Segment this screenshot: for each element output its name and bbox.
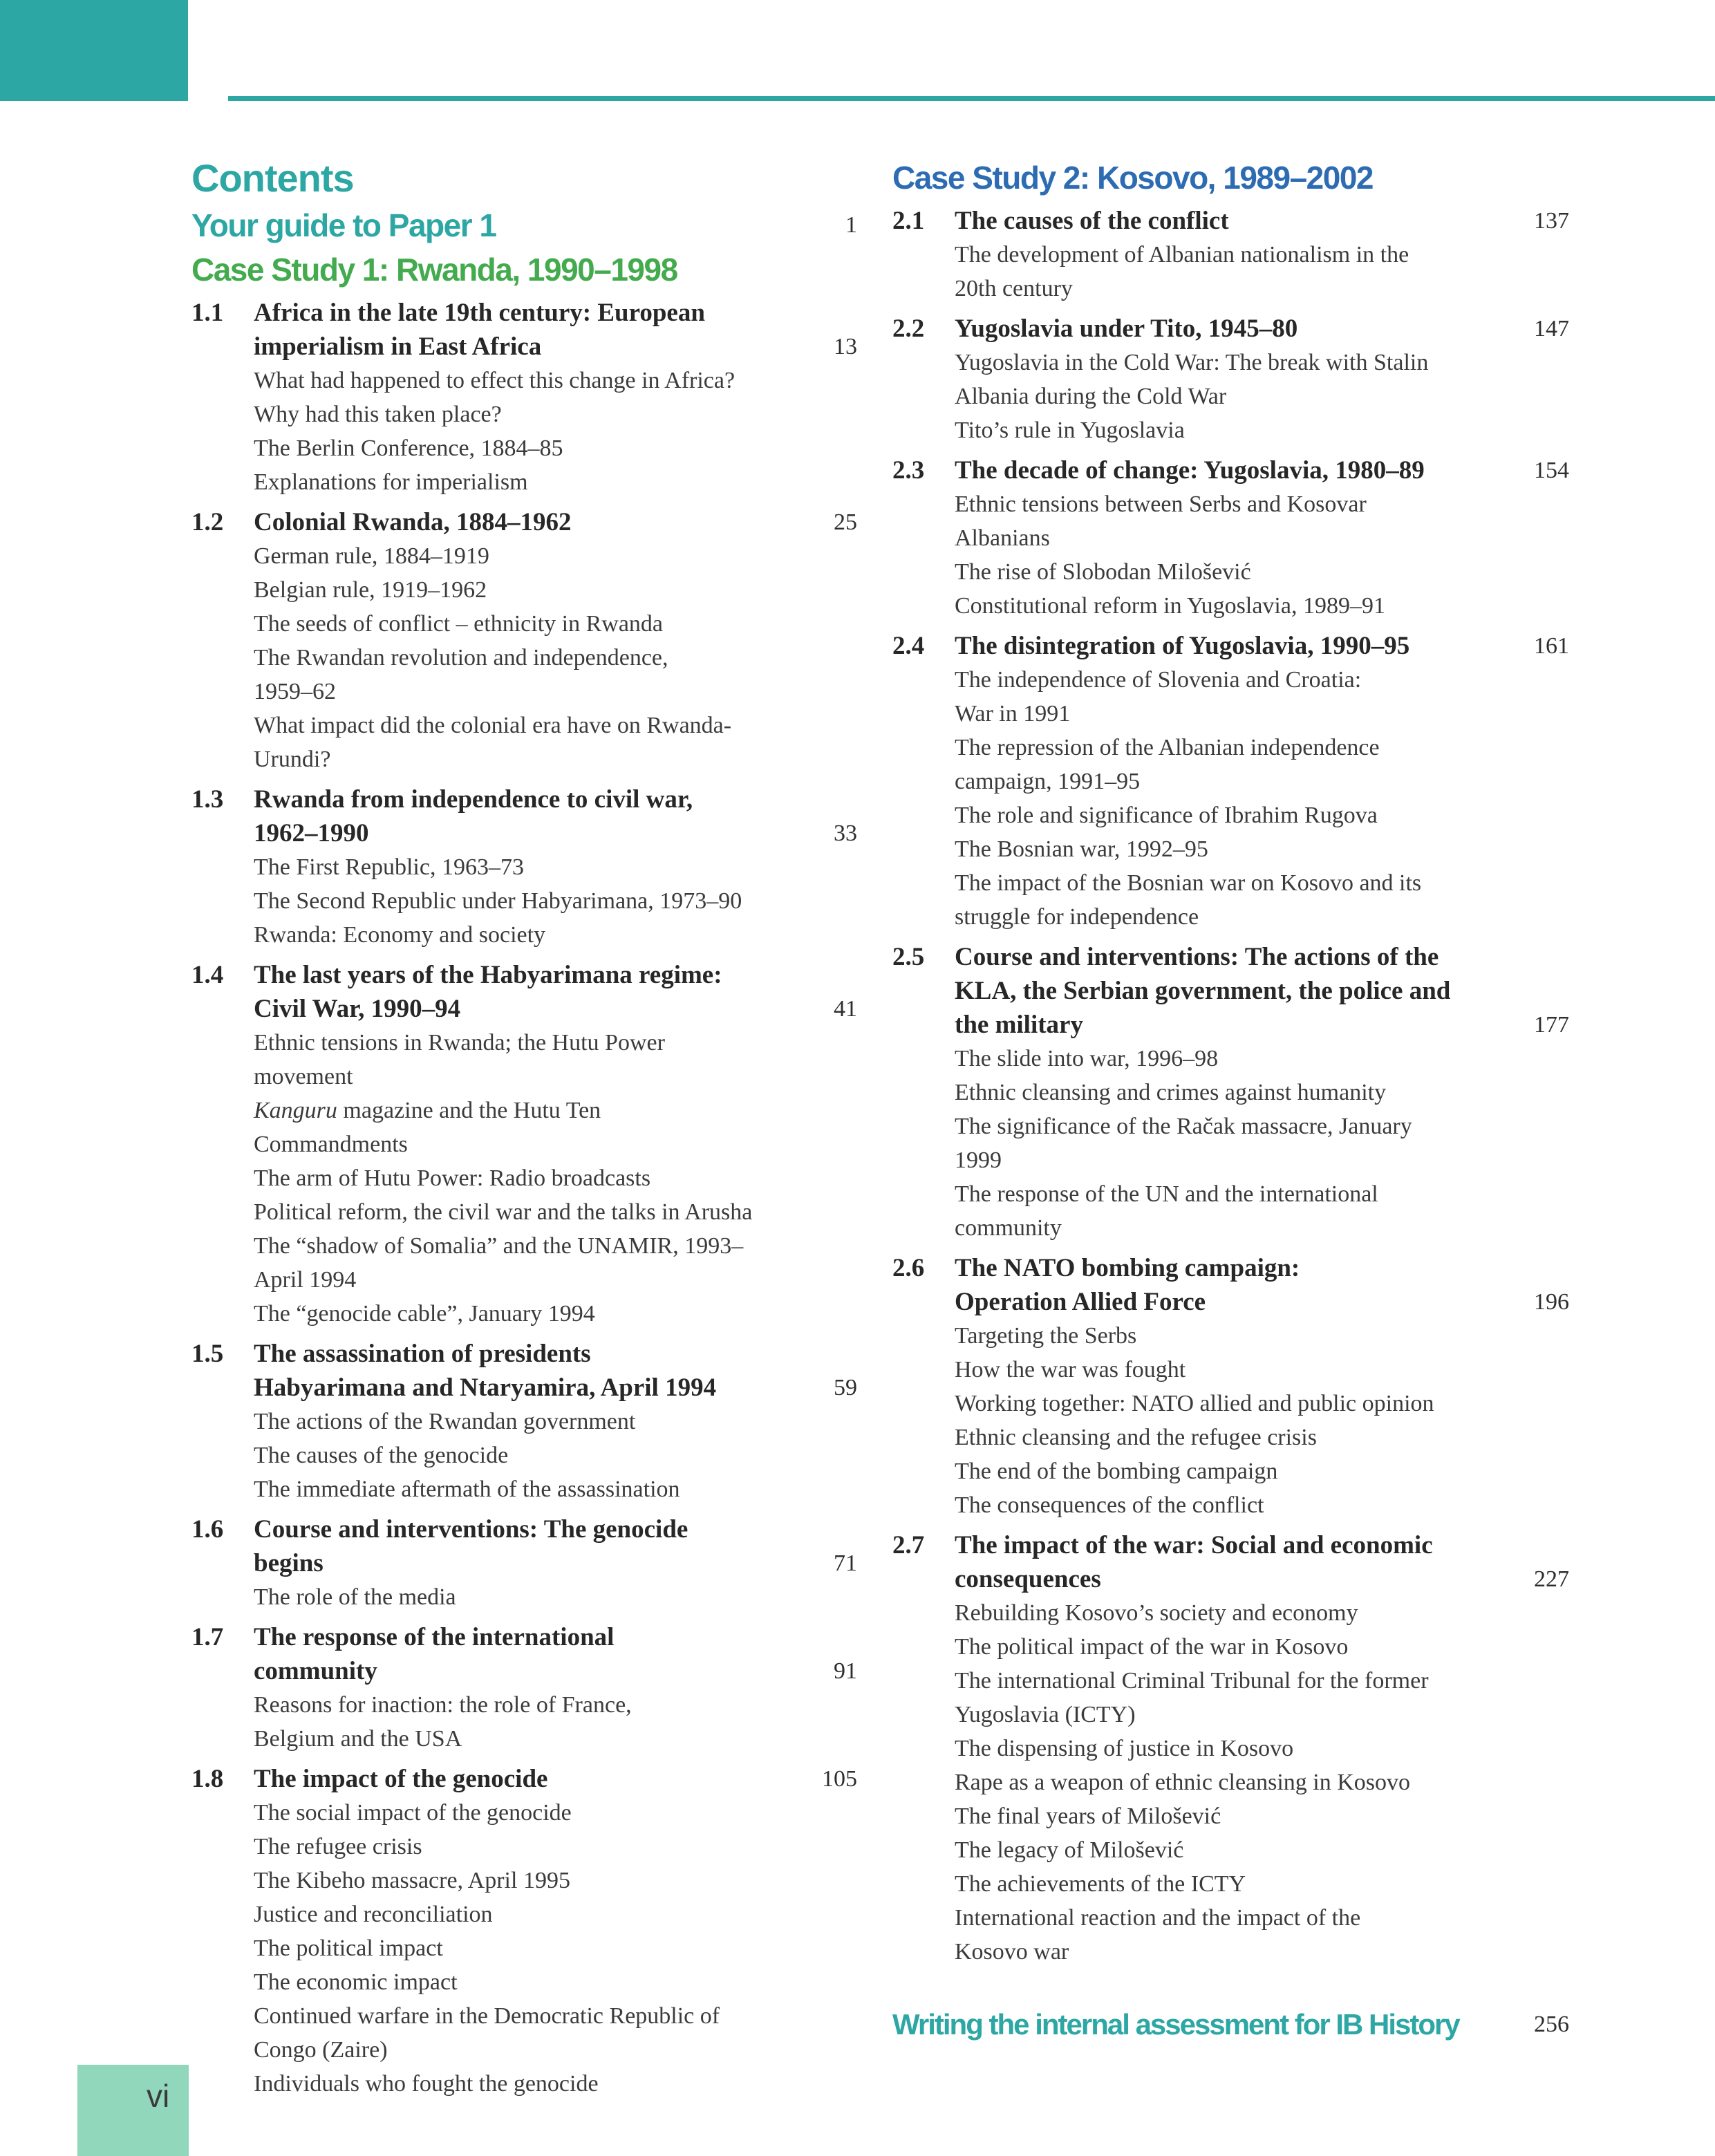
toc-subentry [191,1999,857,2067]
section-title-line: Course and interventions: The genocide [254,1515,688,1544]
toc-column-right [892,153,1569,2047]
case-study-1-heading: Case Study 1: Rwanda, 1990–1998 [191,252,677,288]
toc-subentry [191,1195,857,1229]
subentry-line: The causes of the genocide [254,1443,509,1468]
subentry-line: The independence of Slovenia and Croatia: [955,667,1362,693]
section-title-line: KLA, the Serbian government, the police and [955,977,1451,1005]
toc-subentry [892,487,1569,555]
toc-subentry [191,918,857,952]
subentry-line: Ethnic tensions between Serbs and Kosovar [955,491,1367,517]
subentry-line: Rwanda: Economy and society [254,922,546,948]
section-number: 1.3 [191,785,224,814]
section-number: 1.7 [191,1623,224,1651]
page-number: 25 [834,509,857,535]
toc-subentry [191,1897,857,1931]
section-title-line: Rwanda from independence to civil war, [254,785,693,814]
toc-subentry [191,1472,857,1506]
section-number: 1.5 [191,1340,224,1368]
subentry-line: The political impact of the war in Kosovo [955,1634,1349,1660]
toc-subentry [191,1405,857,1438]
toc-column-left [191,156,857,2101]
subentry-line: Urundi? [254,747,331,772]
section-title-line: The impact of the war: Social and economic [955,1531,1433,1559]
toc-subentry [892,589,1569,623]
toc-entry [191,1512,857,1580]
toc-subentry [191,1965,857,1999]
toc-subentry [892,1630,1569,1664]
subentry-line: The seeds of conflict – ethnicity in Rwanda [254,611,663,637]
subentry-line: Belgian rule, 1919–1962 [254,577,487,603]
subentry-line: Yugoslavia in the Cold War: The break with Stalin [955,350,1429,375]
subentry-line: The role of the media [254,1584,456,1610]
toc-subentry [892,1901,1569,1969]
back-matter-label: Writing the internal assessment for IB History [892,2008,1459,2041]
toc-entry [191,782,857,850]
subentry-line: The refugee crisis [254,1834,422,1859]
toc-subentry [892,663,1569,731]
subentry-line: The Kibeho massacre, April 1995 [254,1868,570,1893]
page-title: Contents [191,156,354,200]
subentry-line: Rebuilding Kosovo’s society and economy [955,1600,1358,1626]
section-title-line: The assassination of presidents [254,1340,591,1368]
section-title-line: The impact of the genocide [254,1765,548,1793]
toc-subentry [892,1664,1569,1732]
subentry-line: The role and significance of Ibrahim Rugova [955,803,1378,828]
subentry-line: The immediate aftermath of the assassination [254,1477,680,1502]
subentry-line: The significance of the Račak massacre, January [955,1114,1412,1139]
subentry-line: German rule, 1884–1919 [254,543,489,569]
subentry-line: Kanguru magazine and the Hutu Ten [254,1098,601,1123]
header-rule [228,96,1715,101]
subentry-line: Why had this taken place? [254,402,502,427]
section-title-line: 1962–1990 [254,819,369,847]
subentry-line: Working together: NATO allied and public opinion [955,1391,1434,1416]
toc-subentry [191,573,857,607]
section-number: 1.4 [191,961,224,989]
toc-subentry [191,1580,857,1614]
section-number: 1.8 [191,1765,224,1793]
toc-subentry [892,1799,1569,1833]
subentry-line: Tito’s rule in Yugoslavia [955,418,1185,443]
front-matter-label: Your guide to Paper 1 [191,207,496,243]
page-number: 41 [834,996,857,1022]
section-title-line: imperialism in East Africa [254,332,542,361]
subentry-line: The arm of Hutu Power: Radio broadcasts [254,1165,651,1191]
toc-subentry [191,1229,857,1297]
page-number: 227 [1534,1566,1569,1592]
section-number: 2.1 [892,207,925,235]
toc-entry [191,505,857,539]
toc-subentry [191,709,857,776]
section-title-line: The disintegration of Yugoslavia, 1990–95 [955,632,1410,660]
subentry-line: Congo (Zaire) [254,2037,388,2063]
page-number: 154 [1534,458,1569,483]
subentry-line: The Berlin Conference, 1884–85 [254,435,563,461]
toc-entry [892,940,1569,1042]
toc-subentry [892,1109,1569,1177]
toc-subentry [892,1488,1569,1522]
section-title-line: Course and interventions: The actions of the [955,943,1439,971]
toc-entry [892,1251,1569,1319]
toc-subentry [892,413,1569,447]
subentry-line: The political impact [254,1935,443,1961]
section-title-line: Operation Allied Force [955,1288,1206,1316]
toc-subentry [892,1076,1569,1109]
page-number: 59 [834,1375,857,1400]
toc-subentry [191,1688,857,1756]
section-title-line: The last years of the Habyarimana regime: [254,961,722,989]
subentry-line: 1999 [955,1147,1002,1173]
section-title-line: Civil War, 1990–94 [254,995,461,1023]
toc-subentry [191,1438,857,1472]
subentry-line: The dispensing of justice in Kosovo [955,1736,1294,1761]
toc-subentry [191,1796,857,1830]
toc-entry [191,296,857,364]
toc-subentry [191,1830,857,1864]
toc-entry [892,312,1569,346]
subentry-line: Yugoslavia (ICTY) [955,1702,1136,1727]
subentry-line: Albanians [955,525,1050,551]
page-number: 147 [1534,316,1569,341]
section-title-line: begins [254,1549,324,1577]
section-number: 2.4 [892,632,925,660]
subentry-line: The international Criminal Tribunal for the former [955,1668,1429,1694]
case-study-2-sections [892,204,1569,1969]
section-number: 2.5 [892,943,925,971]
toc-subentry [191,1931,857,1965]
subentry-line: The economic impact [254,1969,458,1995]
toc-subentry [191,465,857,499]
toc-subentry [892,1454,1569,1488]
subentry-line: struggle for independence [955,904,1199,930]
section-title-line: consequences [955,1565,1101,1593]
subentry-line: Constitutional reform in Yugoslavia, 1989–91 [955,593,1385,619]
page-number: 13 [834,334,857,359]
subentry-line: community [955,1215,1062,1241]
section-number: 2.3 [892,456,925,485]
toc-subentry [892,555,1569,589]
subentry-line: What had happened to effect this change in Africa? [254,368,735,393]
section-number: 2.2 [892,315,925,343]
toc-entry [892,629,1569,663]
toc-subentry [191,1094,857,1161]
subentry-line: Rape as a weapon of ethnic cleansing in Kosovo [955,1770,1411,1795]
toc-subentry [191,1864,857,1897]
section-title-line: Colonial Rwanda, 1884–1962 [254,508,572,536]
page-number: 1 [845,212,857,238]
section-title-line: The causes of the conflict [955,207,1229,235]
toc-subentry [892,798,1569,832]
subentry-line: April 1994 [254,1267,357,1293]
back-matter-entry [892,2005,1569,2045]
subentry-line: Ethnic cleansing and crimes against humanity [955,1080,1387,1105]
subentry-line: The Rwandan revolution and independence, [254,645,668,671]
toc-subentry [191,397,857,431]
section-title-line: Yugoslavia under Tito, 1945–80 [955,315,1298,343]
subentry-line: The “shadow of Somalia” and the UNAMIR, 1993– [254,1233,744,1259]
page-number: 137 [1534,208,1569,234]
toc-entry [191,958,857,1026]
toc-subentry [191,431,857,465]
toc-subentry [191,539,857,573]
subentry-line: Continued warfare in the Democratic Republic of [254,2003,720,2029]
page-number: 71 [834,1550,857,1576]
page-number: 256 [1534,2012,1569,2037]
toc-subentry [892,1177,1569,1245]
toc-subentry [892,1867,1569,1901]
toc-entry [191,1337,857,1405]
subentry-line: Albania during the Cold War [955,384,1227,409]
toc-subentry [892,1833,1569,1867]
subentry-line: The consequences of the conflict [955,1492,1264,1518]
section-title-line: community [254,1657,377,1685]
toc-entry [191,1762,857,1796]
section-title-line: Habyarimana and Ntaryamira, April 1994 [254,1374,717,1402]
toc-subentry [892,866,1569,934]
toc-subentry [892,832,1569,866]
case-study-1-sections [191,296,857,2101]
subentry-line: The impact of the Bosnian war on Kosovo and its [955,870,1422,896]
subentry-line: The final years of Milošević [955,1803,1221,1829]
subentry-line: The rise of Slobodan Milošević [955,559,1251,585]
toc-subentry [892,731,1569,798]
section-number: 2.7 [892,1531,925,1559]
toc-subentry [892,1042,1569,1076]
subentry-line: The repression of the Albanian independence [955,735,1380,760]
section-number: 1.1 [191,299,224,327]
subentry-line: 20th century [955,276,1073,301]
subentry-line: Individuals who fought the genocide [254,2071,599,2097]
folio-number: vi [147,2078,170,2114]
toc-subentry [892,1596,1569,1630]
section-number: 1.2 [191,508,224,536]
toc-subentry [892,1765,1569,1799]
subentry-line: The Second Republic under Habyarimana, 1973–90 [254,888,742,914]
toc-subentry [892,1421,1569,1454]
subentry-line: The actions of the Rwandan government [254,1409,636,1434]
section-title-line: The NATO bombing campaign: [955,1254,1300,1282]
page-number: 91 [834,1658,857,1684]
toc-subentry [191,1297,857,1331]
subentry-line: The achievements of the ICTY [955,1871,1246,1897]
subentry-line: The development of Albanian nationalism in the [955,242,1409,268]
toc-entry [191,1620,857,1688]
subentry-line: 1959–62 [254,679,336,704]
toc-subentry [191,884,857,918]
page-number: 105 [822,1766,857,1792]
subentry-line: Ethnic cleansing and the refugee crisis [955,1425,1317,1450]
subentry-line: Belgium and the USA [254,1726,462,1752]
subentry-line: Justice and reconciliation [254,1902,493,1927]
subentry-line: Explanations for imperialism [254,469,528,495]
toc-subentry [191,2067,857,2101]
page-number: 177 [1534,1012,1569,1038]
toc-subentry [892,1319,1569,1353]
subentry-line: How the war was fought [955,1357,1186,1382]
toc-subentry [892,379,1569,413]
section-title-line: the military [955,1011,1083,1039]
subentry-line: The slide into war, 1996–98 [955,1046,1219,1071]
toc-entry [892,453,1569,487]
subentry-line: The response of the UN and the international [955,1181,1378,1207]
toc-subentry [191,607,857,641]
subentry-line: Political reform, the civil war and the talks in Arusha [254,1199,753,1225]
section-number: 1.6 [191,1515,224,1544]
page-number: 161 [1534,633,1569,659]
italic-term: Kanguru [254,1098,337,1123]
toc-subentry [191,364,857,397]
subentry-line: Kosovo war [955,1939,1069,1965]
subentry-line: The “genocide cable”, January 1994 [254,1301,595,1327]
folio-box [77,2065,189,2156]
toc-subentry [892,346,1569,379]
subentry-line: The First Republic, 1963–73 [254,854,524,880]
section-title-line: The response of the international [254,1623,615,1651]
subentry-line: The legacy of Milošević [955,1837,1184,1863]
toc-subentry [191,850,857,884]
page-number: 33 [834,821,857,846]
toc-subentry [191,1161,857,1195]
subentry-line: Commandments [254,1132,408,1157]
toc-entry [892,1528,1569,1596]
front-matter-entry [191,205,857,245]
section-title-line: The decade of change: Yugoslavia, 1980–89 [955,456,1425,485]
toc-subentry [892,238,1569,306]
corner-accent-block [0,0,188,101]
toc-subentry [191,641,857,709]
section-title-line: Africa in the late 19th century: European [254,299,705,327]
case-study-2-heading: Case Study 2: Kosovo, 1989–2002 [892,160,1373,196]
toc-subentry [892,1732,1569,1765]
subentry-line: International reaction and the impact of the [955,1905,1361,1931]
toc-subentry [191,1026,857,1094]
section-number: 2.6 [892,1254,925,1282]
subentry-line: campaign, 1991–95 [955,769,1141,794]
subentry-line: The Bosnian war, 1992–95 [955,836,1208,862]
toc-subentry [892,1387,1569,1421]
page-number: 196 [1534,1289,1569,1315]
toc-entry [892,204,1569,238]
subentry-line: What impact did the colonial era have on Rwanda- [254,713,732,738]
subentry-line: Reasons for inaction: the role of France, [254,1692,632,1718]
subentry-line: Ethnic tensions in Rwanda; the Hutu Power movement [254,1030,665,1089]
subentry-line: The social impact of the genocide [254,1800,572,1826]
subentry-line: The end of the bombing campaign [955,1459,1278,1484]
subentry-line: Targeting the Serbs [955,1323,1137,1349]
toc-subentry [892,1353,1569,1387]
subentry-line: War in 1991 [955,701,1071,727]
